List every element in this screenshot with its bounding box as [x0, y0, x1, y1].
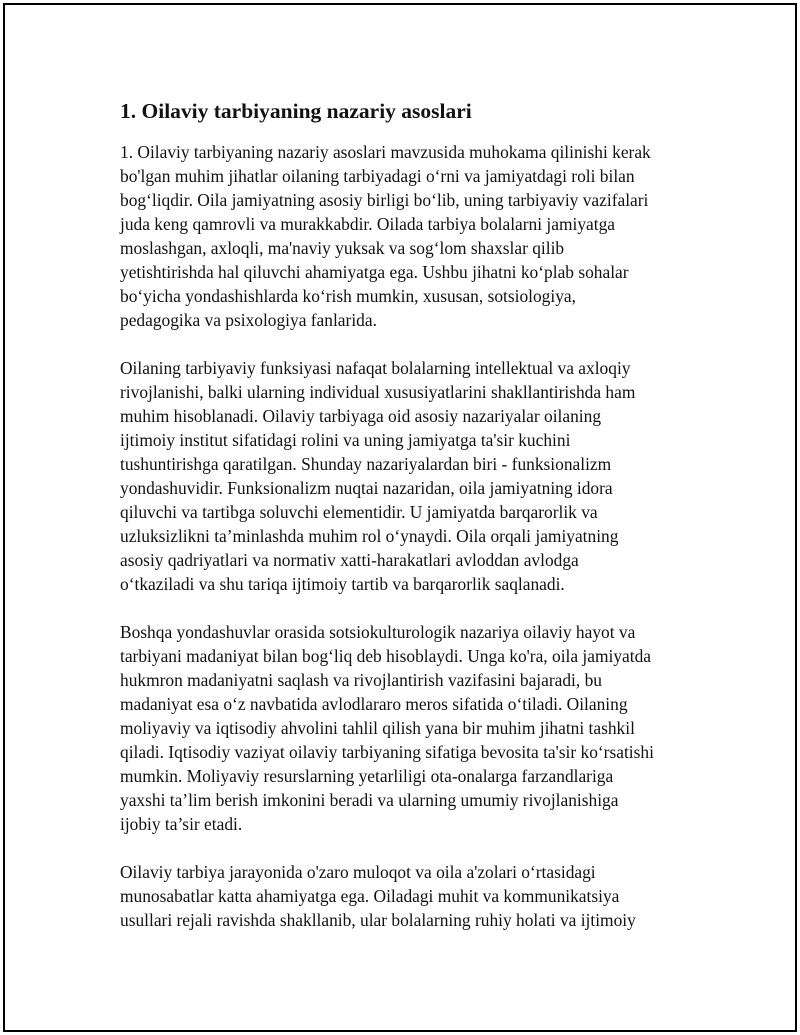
paragraph-2: [120, 356, 700, 596]
text-line: moliyaviy va iqtisodiy ahvolini tahlil qilish yana bir muhim jihatni tashkil: [120, 718, 635, 738]
paragraph-1: [120, 140, 700, 332]
text-line: asosiy qadriyatlari va normativ xatti-harakatlari avloddan avlodga: [120, 550, 579, 570]
text-line: bo'lgan muhim jihatlar oilaning tarbiyadagi o‘rni va jamiyatdagi roli bilan: [120, 166, 635, 186]
text-line: yetishtirishda hal qiluvchi ahamiyatga ega. Ushbu jihatni ko‘plab sohalar: [120, 262, 629, 282]
paragraph-3: [120, 620, 700, 836]
section-heading: 1. Oilaviy tarbiyaning nazariy asoslari: [120, 99, 472, 123]
text-line: tushuntirishga qaratilgan. Shunday nazariyalardan biri - funksionalizm: [120, 454, 612, 474]
text-line: bo‘yicha yondashishlarda ko‘rish mumkin, xususan, sotsiologiya,: [120, 286, 576, 306]
text-line: yaxshi ta’lim berish imkonini beradi va ularning umumiy rivojlanishiga: [120, 790, 619, 810]
text-line: juda keng qamrovli va murakkabdir. Oilada tarbiya bolalarni jamiyatga: [120, 214, 615, 234]
text-line: uzluksizlikni ta’minlashda muhim rol o‘ynaydi. Oila orqali jamiyatning: [120, 526, 619, 546]
text-line: tarbiyani madaniyat bilan bog‘liq deb hisoblaydi. Unga ko'ra, oila jamiyatda: [120, 646, 651, 666]
text-line: Boshqa yondashuvlar orasida sotsiokulturologik nazariya oilaviy hayot va: [120, 622, 636, 642]
text-line: Oilaning tarbiyaviy funksiyasi nafaqat bolalarning intellektual va axloqiy: [120, 358, 631, 378]
text-line: madaniyat esa o‘z navbatida avlodlararo meros sifatida o‘tiladi. Oilaning: [120, 694, 628, 714]
text-line: yondashuvidir. Funksionalizm nuqtai nazaridan, oila jamiyatning idora: [120, 478, 613, 498]
text-line: muhim hisoblanadi. Oilaviy tarbiyaga oid asosiy nazariyalar oilaning: [120, 406, 602, 426]
paragraph-4: [120, 860, 700, 932]
document-page: [3, 3, 797, 1032]
text-line: bog‘liqdir. Oila jamiyatning asosiy birligi bo‘lib, uning tarbiyaviy vazifalari: [120, 190, 649, 210]
text-line: munosabatlar katta ahamiyatga ega. Oiladagi muhit va kommunikatsiya: [120, 886, 620, 906]
text-line: hukmron madaniyatni saqlash va rivojlantirish vazifasini bajaradi, bu: [120, 670, 602, 690]
text-line: ijtimoiy institut sifatidagi rolini va uning jamiyatga ta'sir kuchini: [120, 430, 571, 450]
text-line: mumkin. Moliyaviy resurslarning yetarliligi ota-onalarga farzandlariga: [120, 766, 614, 786]
text-line: pedagogika va psixologiya fanlarida.: [120, 310, 377, 330]
text-line: Oilaviy tarbiya jarayonida o'zaro muloqot va oila a'zolari o‘rtasidagi: [120, 862, 596, 882]
text-line: 1. Oilaviy tarbiyaning nazariy asoslari mavzusida muhokama qilinishi kerak: [120, 142, 651, 162]
text-line: moslashgan, axloqli, ma'naviy yuksak va sog‘lom shaxslar qilib: [120, 238, 565, 258]
text-line: o‘tkaziladi va shu tariqa ijtimoiy tartib va barqarorlik saqlanadi.: [120, 574, 565, 594]
text-line: qiladi. Iqtisodiy vaziyat oilaviy tarbiyaning sifatiga bevosita ta'sir ko‘rsatishi: [120, 742, 654, 762]
text-line: qiluvchi va tartibga soluvchi elementidir. U jamiyatda barqarorlik va: [120, 502, 598, 522]
document-body: [120, 97, 700, 956]
text-line: usullari rejali ravishda shakllanib, ular bolalarning ruhiy holati va ijtimoiy: [120, 910, 636, 930]
text-line: ijobiy ta’sir etadi.: [120, 814, 243, 834]
text-line: rivojlanishi, balki ularning individual xususiyatlarini shakllantirishda ham: [120, 382, 636, 402]
